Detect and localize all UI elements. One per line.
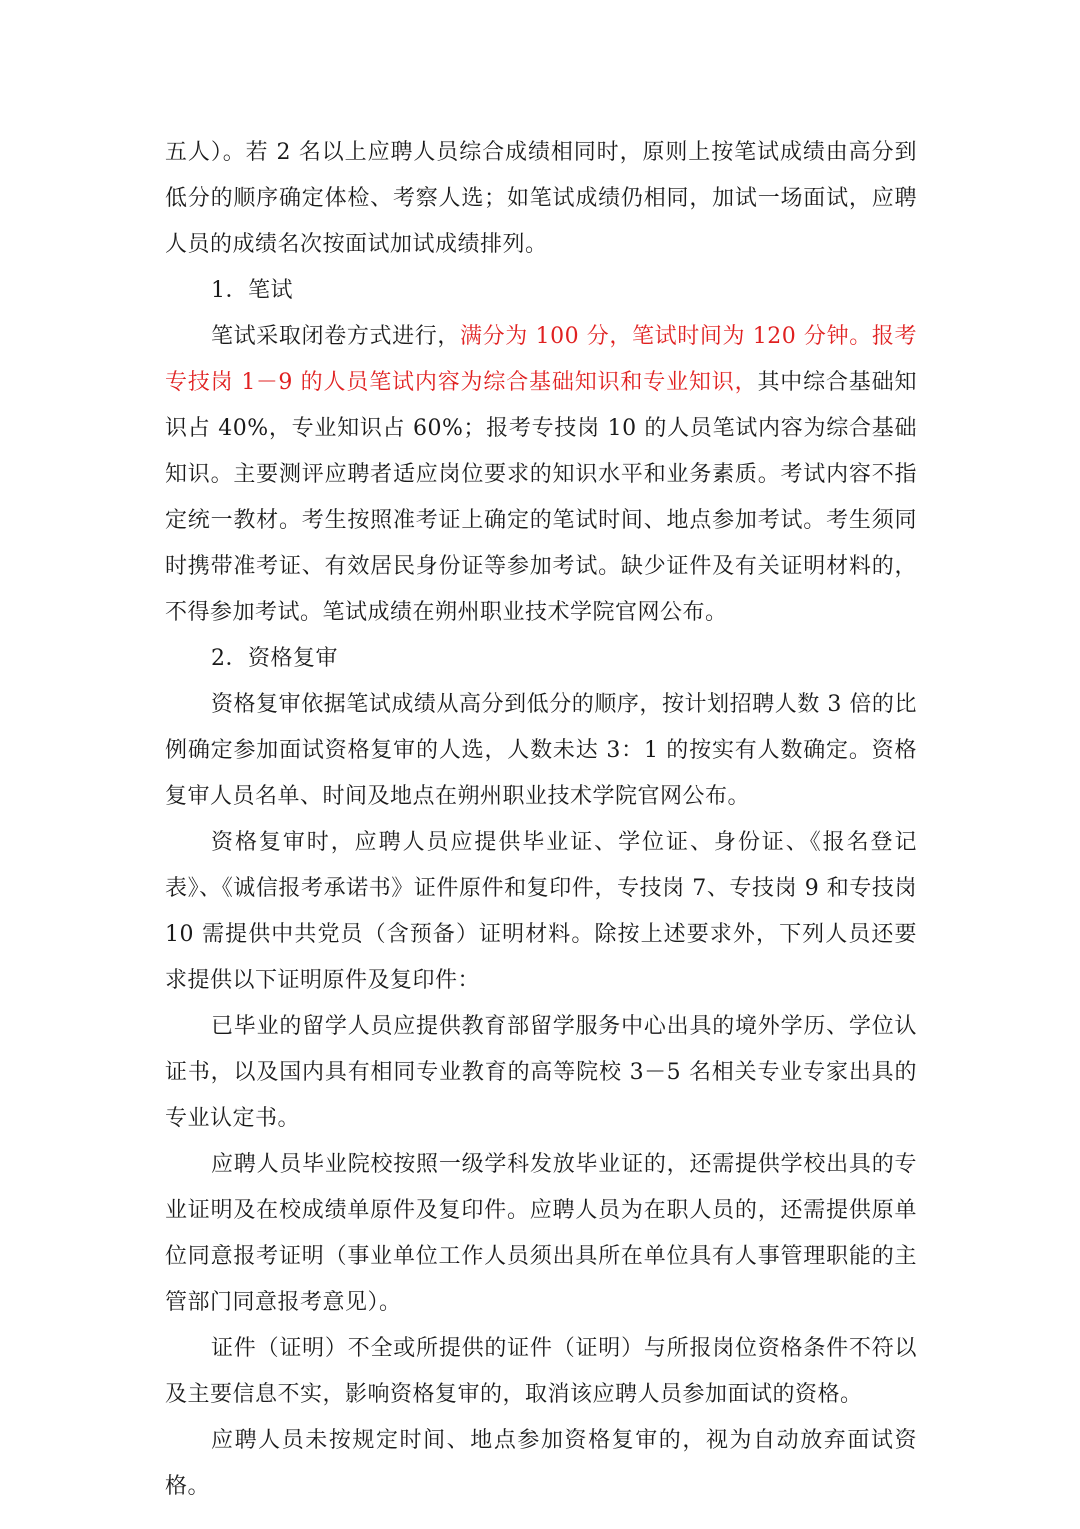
paragraph-text: 资格复审依据笔试成绩从高分到低分的顺序，按计划招聘人数 3 倍的比例确定参加面试资格复审的人选，人数未达 3：1 的按实有人数确定。资格复审人员名单、时间及地点在朔州职业技术学院官网公布。 [165, 692, 917, 809]
paragraph-written-exam-details [165, 314, 917, 636]
paragraph-text: 已毕业的留学人员应提供教育部留学服务中心出具的境外学历、学位认证书，以及国内具有相同专业教育的高等院校 3－5 名相关专业专家出具的专业认定书。 [165, 1014, 917, 1131]
heading-written-exam [165, 268, 917, 314]
paragraph-text: 其中综合基础知识占 40%，专业知识占 60%；报考专技岗 10 的人员笔试内容为综合基础知识。主要测评应聘者适应岗位要求的知识水平和业务素质。考试内容不指定统一教材。考生按照准考证上确定的笔试时间、地点参加考试。考生须同时携带准考证、有效居民身份证等参加考试。缺少证件及有关证明材料的，不得参加考试。笔试成绩在朔州职业技术学院官网公布。 [165, 370, 917, 625]
paragraph-overseas-graduates [165, 1004, 917, 1142]
paragraph-text: 笔试采取闭卷方式进行， [211, 324, 461, 349]
paragraph-text: 资格复审时，应聘人员应提供毕业证、学位证、身份证、《报名登记表》、《诚信报考承诺书》证件原件和复印件，专技岗 7、专技岗 9 和专技岗 10 需提供中共党员（含预备）证明材料。除按上述要求外，下列人员还要求提供以下证明原件及复印件： [165, 830, 917, 993]
document-body [165, 130, 917, 1510]
paragraph-review-documents [165, 820, 917, 1004]
paragraph-text: 五人）。若 2 名以上应聘人员综合成绩相同时，原则上按笔试成绩由高分到低分的顺序确定体检、考察人选；如笔试成绩仍相同，加试一场面试，应聘人员的成绩名次按面试加试成绩排列。 [165, 140, 917, 257]
heading-qualification-review [165, 636, 917, 682]
paragraph-tie-break-rule [165, 130, 917, 268]
paragraph-review-selection [165, 682, 917, 820]
paragraph-discipline-certificate [165, 1142, 917, 1326]
highlighted-text: 满分为 100 分，笔试时间为 120 分钟。报考专技岗 1－9 的人员笔试内容为综合基础知识和专业知识， [165, 324, 917, 395]
paragraph-absence-rule [165, 1418, 917, 1510]
paragraph-text: 应聘人员未按规定时间、地点参加资格复审的，视为自动放弃面试资格。 [165, 1428, 917, 1499]
heading-text: 1．笔试 [211, 278, 293, 303]
paragraph-text: 证件（证明）不全或所提供的证件（证明）与所报岗位资格条件不符以及主要信息不实，影响资格复审的，取消该应聘人员参加面试的资格。 [165, 1336, 917, 1407]
paragraph-incomplete-documents [165, 1326, 917, 1418]
heading-text: 2．资格复审 [211, 646, 338, 671]
paragraph-text: 应聘人员毕业院校按照一级学科发放毕业证的，还需提供学校出具的专业证明及在校成绩单原件及复印件。应聘人员为在职人员的，还需提供原单位同意报考证明（事业单位工作人员须出具所在单位具有人事管理职能的主管部门同意报考意见）。 [165, 1152, 917, 1315]
